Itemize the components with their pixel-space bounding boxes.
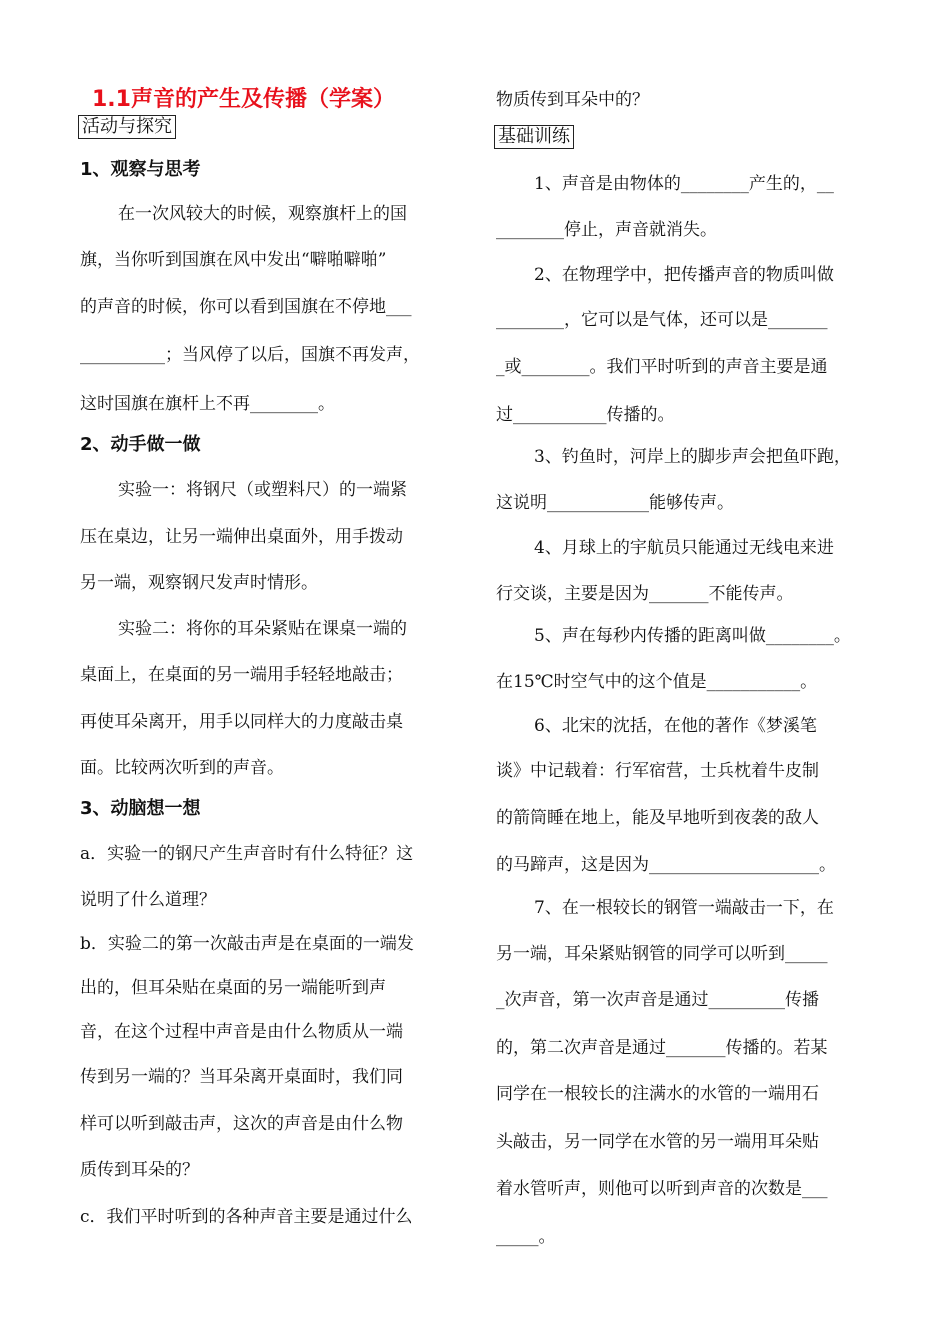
section-box-activity: [78, 115, 176, 139]
exercise-line: 头敲击，另一同学在水管的另一端用耳朵贴: [496, 1132, 819, 1152]
exercise-line: _或________。我们平时听到的声音主要是通: [496, 357, 828, 377]
para-line: __________；当风停了以后，国旗不再发声，: [80, 345, 420, 365]
exercise-line: 同学在一根较长的注满水的水管的一端用石: [496, 1084, 819, 1104]
heading-observe: 1、观察与思考: [80, 159, 201, 180]
exercise-line: 6、北宋的沈括，在他的著作《梦溪笔: [534, 716, 817, 736]
para-line: 再使耳朵离开，用手以同样大的力度敲击桌: [80, 712, 403, 732]
question-line: 样可以听到敲击声，这次的声音是由什么物: [80, 1114, 403, 1134]
exercise-line: 的，第二次声音是通过_______传播的。若某: [496, 1038, 828, 1058]
para-line: 另一端，观察钢尺发声时情形。: [80, 573, 318, 593]
question-line: 说明了什么道理？: [80, 890, 216, 910]
exercise-line: 着水管听声，则他可以听到声音的次数是___: [496, 1179, 828, 1199]
exercise-line: 的箭筒睡在地上，能及早地听到夜袭的敌人: [496, 808, 819, 828]
exercise-line: 3、钓鱼时，河岸上的脚步声会把鱼吓跑，: [534, 447, 851, 467]
exercise-line: 2、在物理学中，把传播声音的物质叫做: [534, 265, 834, 285]
heading-think: 3、动脑想一想: [80, 798, 201, 819]
question-line: 出的，但耳朵贴在桌面的另一端能听到声: [80, 978, 386, 998]
question-continuation: 物质传到耳朵中的？: [496, 90, 649, 110]
question-line: 质传到耳朵的？: [80, 1160, 199, 1180]
exercise-line: 5、声在每秒内传播的距离叫做________。: [534, 626, 851, 646]
exercise-line: 谈》中记载着：行军宿营，士兵枕着牛皮制: [496, 761, 819, 781]
question-line: a．实验一的钢尺产生声音时有什么特征？这: [80, 844, 414, 864]
exercise-line: ________，它可以是气体，还可以是_______: [496, 310, 828, 330]
page-title: 1.1声音的产生及传播（学案）: [92, 87, 395, 112]
exercise-line: 另一端，耳朵紧贴钢管的同学可以听到_____: [496, 944, 828, 964]
exercise-line: 4、月球上的宇航员只能通过无线电来进: [534, 538, 834, 558]
para-line: 在一次风较大的时候，观察旗杆上的国: [118, 204, 407, 224]
exercise-line: 7、在一根较长的钢管一端敲击一下，在: [534, 898, 834, 918]
para-line: 旗，当你听到国旗在风中发出“噼啪噼啪”: [80, 250, 387, 270]
exercise-line: ________停止，声音就消失。: [496, 220, 717, 240]
question-line: c．我们平时听到的各种声音主要是通过什么: [80, 1207, 413, 1227]
exercise-line: _____。: [496, 1227, 556, 1247]
para-line: 这时国旗在旗杆上不再________。: [80, 394, 335, 414]
exercise-line: 的马蹄声，这是因为____________________。: [496, 855, 836, 875]
question-line: 音，在这个过程中声音是由什么物质从一端: [80, 1022, 403, 1042]
question-line: 传到另一端的？当耳朵离开桌面时，我们同: [80, 1067, 403, 1087]
exercise-line: 过___________传播的。: [496, 405, 675, 425]
para-line: 面。比较两次听到的声音。: [80, 758, 284, 778]
para-line: 桌面上，在桌面的另一端用手轻轻地敲击；: [80, 665, 403, 685]
para-line: 实验二：将你的耳朵紧贴在课桌一端的: [118, 619, 407, 639]
section-box-label: 基础训练: [494, 125, 574, 149]
exercise-line: 在15℃时空气中的这个值是___________。: [496, 672, 818, 692]
para-line: 实验一：将钢尺（或塑料尺）的一端紧: [118, 480, 407, 500]
para-line: 压在桌边，让另一端伸出桌面外，用手拨动: [80, 527, 403, 547]
section-box-basic-training: [494, 125, 574, 149]
exercise-line: 行交谈，主要是因为_______不能传声。: [496, 584, 794, 604]
para-line: 的声音的时候，你可以看到国旗在不停地___: [80, 297, 412, 317]
exercise-line: 这说明____________能够传声。: [496, 493, 734, 513]
exercise-line: 1、声音是由物体的________产生的，__: [534, 174, 834, 194]
question-line: b．实验二的第一次敲击声是在桌面的一端发: [80, 934, 414, 954]
section-box-label: 活动与探究: [78, 115, 176, 139]
exercise-line: _次声音，第一次声音是通过_________传播: [496, 990, 819, 1010]
heading-hands-on: 2、动手做一做: [80, 434, 201, 455]
